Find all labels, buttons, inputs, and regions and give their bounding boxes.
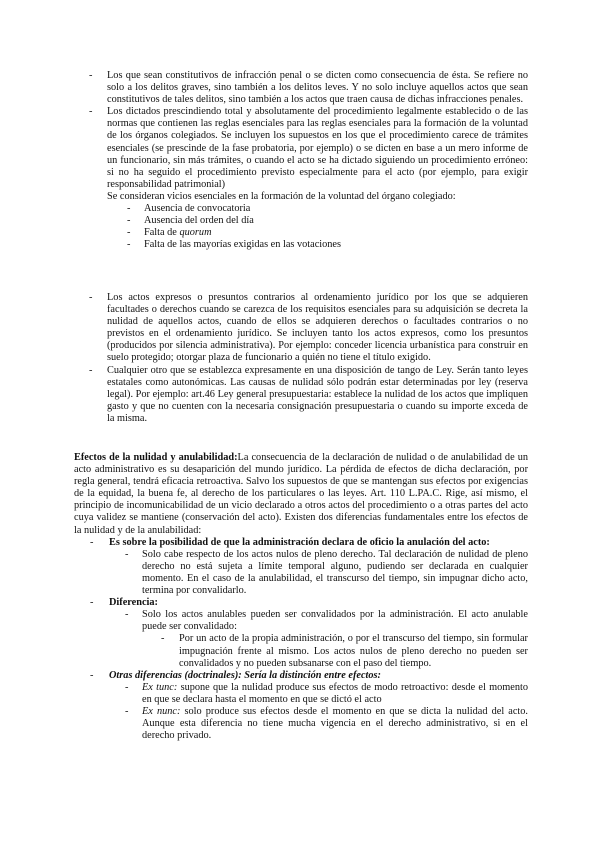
difference-subdetail (161, 633, 528, 669)
list-item-text: Ausencia de convocatoria (144, 203, 251, 215)
list-item (127, 203, 528, 215)
bullet-dash: - (125, 548, 129, 560)
difference-detail (125, 609, 528, 633)
bullet-dash: - (89, 106, 93, 118)
bullet-dash: - (127, 215, 131, 227)
vicios-intro: Se consideran vicios esenciales en la formación de la voluntad del órgano colegiado: (107, 190, 456, 202)
efectos-section (74, 452, 528, 742)
list-item-text: Los que sean constitutivos de infracción penal o se dicten como consecuencia de ésta. Se refiere no solo a los delitos graves, sino también a los delitos leves. Y no solo incluye aquellos actos que sean constitutivos de tales delitos, sino también a los actos que traen causa de dichas infracciones penales. (107, 70, 528, 106)
efectos-paragraph (74, 452, 528, 537)
difference-detail (125, 706, 528, 742)
bullet-dash: - (125, 681, 129, 693)
difference-title: Otras diferencias (doctrinales): Sería la distinción entre efectos: (109, 669, 381, 681)
bullet-dash: - (90, 597, 94, 609)
list-item (89, 70, 528, 106)
section-heading: Efectos de la nulidad y anulabilidad: (74, 452, 238, 463)
nullity-causes-list-top (89, 70, 528, 251)
bullet-dash: - (89, 70, 93, 81)
list-item-text: Los actos expresos o presuntos contrarios al ordenamiento jurídico por los que se adquieren facultades o derechos cuando se carezca de los requisitos esenciales para su adquisición se decreta la nulidad de aquellos actos, cuando de ellos se adquieren derechos o facultades contrarios o no previstos en el ordenamiento jurídico. Se incluyen tanto los actos expresos, como los presuntos (producidos por silencia administrativa). Por ejemplo: conceder licencia urbanística para construir en suelo protegido; otorgar plaza de funcionario a quién no tiene el título exigido. (107, 292, 528, 364)
term-label: Ex nunc: (142, 705, 181, 717)
bullet-dash: - (90, 536, 94, 548)
bullet-dash: - (90, 669, 94, 681)
bullet-dash: - (89, 292, 93, 303)
term-text: solo produce sus efectos desde el momento en que se dicta la nulidad del acto. Aunque esta diferencia no tiene mucha vigencia en el derecho administrativo, si en el derecho privado. (142, 705, 528, 742)
nullity-causes-list-mid (89, 292, 528, 425)
difference-item (90, 670, 528, 682)
list-item (127, 239, 528, 251)
difference-text: Solo cabe respecto de los actos nulos de pleno derecho. Tal declaración de nulidad de pleno derecho no está sujeta a límite temporal alguno, pudiendo ser declarada en cualquier momento. En el caso de la anulabilidad, el transcurso del tiempo, sin impugnar dicho acto, termina por convalidarlo. (142, 548, 528, 597)
list-item (89, 365, 528, 425)
bullet-dash: - (89, 364, 93, 376)
term-text: supone que la nulidad produce sus efectos de modo retroactivo: desde el momento en que se declara hasta el momento en que se dictó el acto (142, 681, 529, 705)
list-item-text: Los dictados prescindiendo total y absolutamente del procedimiento legalmente establecido o de las normas que contienen las reglas esenciales para las reglas esenciales para la formación de la voluntad de los órganos colegiados. Se incluyen los supuestos en los que el procedimiento carece de trámites esenciales (se prescinde de la fase probatoria, por ejemplo) o se dicten en base a un mero informe de un funcionario, sin más trámites, o cuando el acto se ha dictado siguiendo un procedimiento erróneo: si no ha seguido el procedimiento previsto especialmente para el acto (por ejemplo, para exigir responsabilidad patrimonial) (107, 106, 528, 190)
list-item-text: Ausencia del orden del día (144, 215, 254, 227)
list-item-text: Falta de las mayorías exigidas en las votaciones (144, 239, 342, 251)
bullet-dash: - (161, 633, 165, 645)
vicios-list (127, 203, 528, 251)
term-label: Ex tunc: (142, 681, 178, 693)
difference-item (90, 597, 528, 609)
list-item-italic: quorum (179, 227, 212, 239)
list-item (89, 106, 528, 191)
difference-detail (125, 682, 528, 706)
difference-item (90, 537, 528, 549)
list-item-text: Cualquier otro que se establezca expresamente en una disposición de tango de Ley. Serán tanto leyes estatales como autonómicas. Las causas de nulidad sólo podrán estar determinadas por ley (reserva legal). Por ejemplo: art.46 Ley general presupuestaria: establece la nulidad de los actos que impliquen gasto y que no cuenten con la necesaria consignación presupuestaria o cuando su importe exceda de la misma. (107, 364, 528, 424)
difference-title: Diferencia: (109, 597, 158, 609)
bullet-dash: - (127, 227, 131, 239)
bullet-dash: - (127, 203, 131, 215)
bullet-dash: - (125, 609, 129, 621)
list-item-text: Falta de (144, 227, 180, 239)
bullet-dash: - (125, 705, 129, 717)
list-item (127, 215, 528, 227)
difference-subtext: Por un acto de la propia administración, o por el transcurso del tiempo, sin formular impugnación frente al mismo. Los actos nulos de pleno derecho no pueden ser convalidados y no pueden subsanarse con el paso del tiempo. (179, 633, 528, 669)
efectos-body: La consecuencia de la declaración de nulidad o de anulabilidad de un acto administrativo es su desaparición del mundo jurídico. La pérdida de efectos de dicha declaración, por regla general, tendrá eficacia retroactiva. Salvo los supuestos de que se mantengan sus efectos por exigencias de la equidad, la buena fe, al derecho de los particulares o las leyes. Art. 110 L.PA.C. Rige, así mismo, el principio de incomunicabilidad de un vicio declarado a otros actos del procedimiento o a otras partes del acto cuya validez se mantiene (conservación del acto). Existen dos diferencias fundamentales entre los efectos de la nulidad y de la anulabilidad: (74, 452, 529, 536)
bullet-dash: - (127, 239, 131, 251)
difference-text: Solo los actos anulables pueden ser convalidados por la administración. El acto anulable puede ser convalidado: (142, 609, 528, 633)
list-item (127, 227, 528, 239)
difference-title: Es sobre la posibilidad de que la administración declara de oficio la anulación del acto: (109, 536, 490, 548)
list-item (89, 292, 528, 365)
difference-detail (125, 549, 528, 597)
